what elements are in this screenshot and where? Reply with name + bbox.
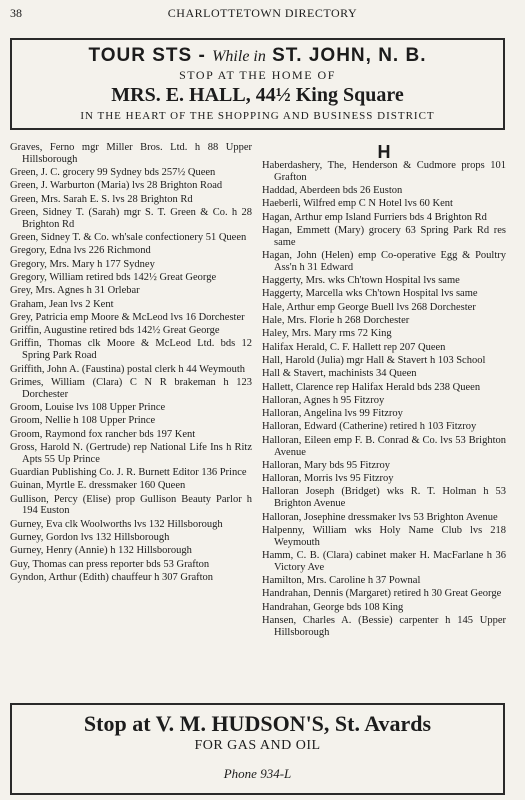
- directory-entry: Guardian Publishing Co. J. R. Burnett Editor 136 Prince: [10, 466, 247, 478]
- directory-entry: Guinan, Myrtle E. dressmaker 160 Queen: [10, 480, 186, 492]
- directory-entry: Halloran, Josephine dressmaker lvs 53 Brighton Avenue: [262, 511, 498, 523]
- directory-entry: Halloran, Eileen emp F. B. Conrad & Co. lvs 53 Brighton Avenue: [262, 434, 506, 458]
- directory-entry: Haeberli, Wilfred emp C N Hotel lvs 60 Kent: [262, 198, 453, 210]
- ad-bottom-line1: Stop at V. M. HUDSON'S, St. Avards: [83, 711, 432, 736]
- ad-top-line4: IN THE HEART OF THE SHOPPING AND BUSINESS DISTRICT: [80, 110, 435, 122]
- directory-entry: Groom, Louise lvs 108 Upper Prince: [10, 401, 166, 413]
- ad-bottom-line3: Phone 934-L: [223, 766, 292, 781]
- directory-entry: Hamilton, Mrs. Caroline h 37 Pownal: [262, 575, 421, 586]
- directory-entry: Halloran, Mary bds 95 Fitzroy: [262, 459, 391, 471]
- directory-entry: Green, Mrs. Sarah E. S. lvs 28 Brighton Rd: [10, 193, 193, 205]
- directory-entry: Hamm, C. B. (Clara) cabinet maker H. MacFarlane h 36 Victory Ave: [262, 549, 506, 573]
- directory-entry: Gurney, Henry (Annie) h 132 Hillsborough: [10, 545, 192, 557]
- directory-entry: Haberdashery, The, Henderson & Cudmore props 101 Grafton: [262, 160, 506, 183]
- directory-entry: Gross, Harold N. (Gertrude) rep National Life Ins h Ritz Apts 55 Up Prince: [10, 441, 252, 465]
- ad-top-line2: STOP AT THE HOME OF: [179, 68, 336, 82]
- directory-entry: Handrahan, Dennis (Margaret) retired h 30 Great George: [262, 588, 502, 600]
- directory-entry: Haley, Mrs. Mary rms 72 King: [262, 328, 392, 340]
- directory-entry: Gyndon, Arthur (Edith) chauffeur h 307 Grafton: [10, 571, 214, 583]
- directory-entry: Halpenny, William wks Holy Name Club lvs 218 Weymouth: [262, 524, 506, 548]
- directory-entry: Haddad, Aberdeen bds 26 Euston: [262, 185, 403, 197]
- ad-bottom-line2: FOR GAS AND OIL: [194, 738, 321, 753]
- directory-column-right: [262, 160, 506, 640]
- directory-entry: Haggerty, Mrs. wks Ch'town Hospital lvs same: [262, 275, 460, 287]
- directory-entry: Green, J. C. grocery 99 Sydney bds 257½ Queen: [10, 167, 216, 179]
- directory-entry: Halloran, Agnes h 95 Fitzroy: [262, 394, 385, 406]
- directory-entry: Halloran Joseph (Bridget) wks R. T. Holman h 53 Brighton Avenue: [262, 486, 506, 510]
- directory-entry: Handrahan, George bds 108 King: [262, 601, 404, 613]
- directory-entry: Hall & Stavert, machinists 34 Queen: [262, 368, 417, 380]
- directory-entry: Hallett, Clarence rep Halifax Herald bds 238 Queen: [262, 381, 481, 393]
- directory-entry: Gregory, Mrs. Mary h 177 Sydney: [10, 258, 155, 270]
- section-letter: H: [377, 142, 391, 162]
- directory-entry: Graves, Ferno mgr Miller Bros. Ltd. h 88 Upper Hillsborough: [10, 142, 252, 165]
- directory-entry: Halloran, Morris lvs 95 Fitzroy: [262, 473, 394, 485]
- directory-entry: Groom, Raymond fox rancher bds 197 Kent: [10, 428, 196, 440]
- directory-entry: Gullison, Percy (Elise) prop Gullison Beauty Parlor h 194 Euston: [10, 493, 252, 517]
- directory-entry: Guy, Thomas can press reporter bds 53 Grafton: [10, 558, 210, 570]
- directory-entry: Halloran, Angelina lvs 99 Fitzroy: [262, 408, 403, 420]
- directory-entry: Griffin, Thomas clk Moore & McLeod Ltd. bds 12 Spring Park Road: [10, 338, 252, 362]
- ad-top-line1-b: ST. JOHN, N. B.: [265, 45, 427, 66]
- directory-entry: Gurney, Eva clk Woolworths lvs 132 Hillsborough: [10, 518, 223, 530]
- directory-entry: Graham, Jean lvs 2 Kent: [10, 298, 114, 310]
- directory-entry: Hagan, Arthur emp Island Furriers bds 4 Brighton Rd: [262, 211, 487, 223]
- ad-top-line1: [12, 45, 503, 67]
- directory-entry: Griffith, John A. (Faustina) postal clerk h 44 Weymouth: [10, 363, 245, 375]
- directory-entry: Green, J. Warburton (Maria) lvs 28 Brighton Road: [10, 180, 223, 192]
- directory-entry: Hagan, John (Helen) emp Co-operative Egg & Poultry Ass'n h 31 Edward: [262, 250, 506, 273]
- directory-entry: Hale, Arthur emp George Buell lvs 268 Dorchester: [262, 301, 476, 313]
- ad-top-line1-italic: While in: [212, 48, 266, 65]
- advertisement-bottom: [10, 703, 505, 795]
- directory-entry: Hall, Harold (Julia) mgr Hall & Stavert h 103 School: [262, 354, 486, 366]
- directory-entry: Halloran, Edward (Catherine) retired h 103 Fitzroy: [262, 421, 477, 433]
- ad-top-line1-a: TOUR STS -: [88, 45, 213, 66]
- directory-entry: Halifax Herald, C. F. Hallett rep 207 Queen: [262, 341, 446, 353]
- advertisement-top: [10, 38, 505, 130]
- directory-entry: Grimes, William (Clara) C N R brakeman h 123 Dorchester: [10, 376, 252, 400]
- directory-entry: Griffin, Augustine retired bds 142½ Great George: [10, 325, 220, 337]
- directory-entry: Haggerty, Marcella wks Ch'town Hospital lvs same: [262, 288, 478, 300]
- directory-entry: Green, Sidney T. (Sarah) mgr S. T. Green & Co. h 28 Brighton Rd: [10, 206, 252, 230]
- ad-top-line3: MRS. E. HALL, 44½ King Square: [111, 84, 404, 106]
- directory-entry: Gregory, William retired bds 142½ Great George: [10, 271, 217, 283]
- directory-entry: Hagan, Emmett (Mary) grocery 63 Spring Park Rd res same: [262, 224, 506, 248]
- page-number: 38: [10, 6, 22, 20]
- directory-entry: Grey, Patricia emp Moore & McLeod lvs 16 Dorchester: [10, 311, 245, 323]
- directory-entry: Gurney, Gordon lvs 132 Hillsborough: [10, 531, 170, 543]
- directory-entry: Hale, Mrs. Florie h 268 Dorchester: [262, 315, 410, 327]
- running-head: CHARLOTTETOWN DIRECTORY: [167, 6, 358, 20]
- directory-column-left: [10, 142, 252, 585]
- directory-entry: Gregory, Edna lvs 226 Richmond: [10, 245, 151, 257]
- directory-entry: Grey, Mrs. Agnes h 31 Orlebar: [10, 285, 140, 297]
- directory-entry: Groom, Nellie h 108 Upper Prince: [10, 415, 156, 427]
- directory-entry: Hansen, Charles A. (Bessie) carpenter h 145 Upper Hillsborough: [262, 614, 506, 638]
- directory-entry: Green, Sidney T. & Co. wh'sale confectionery 51 Queen: [10, 232, 247, 244]
